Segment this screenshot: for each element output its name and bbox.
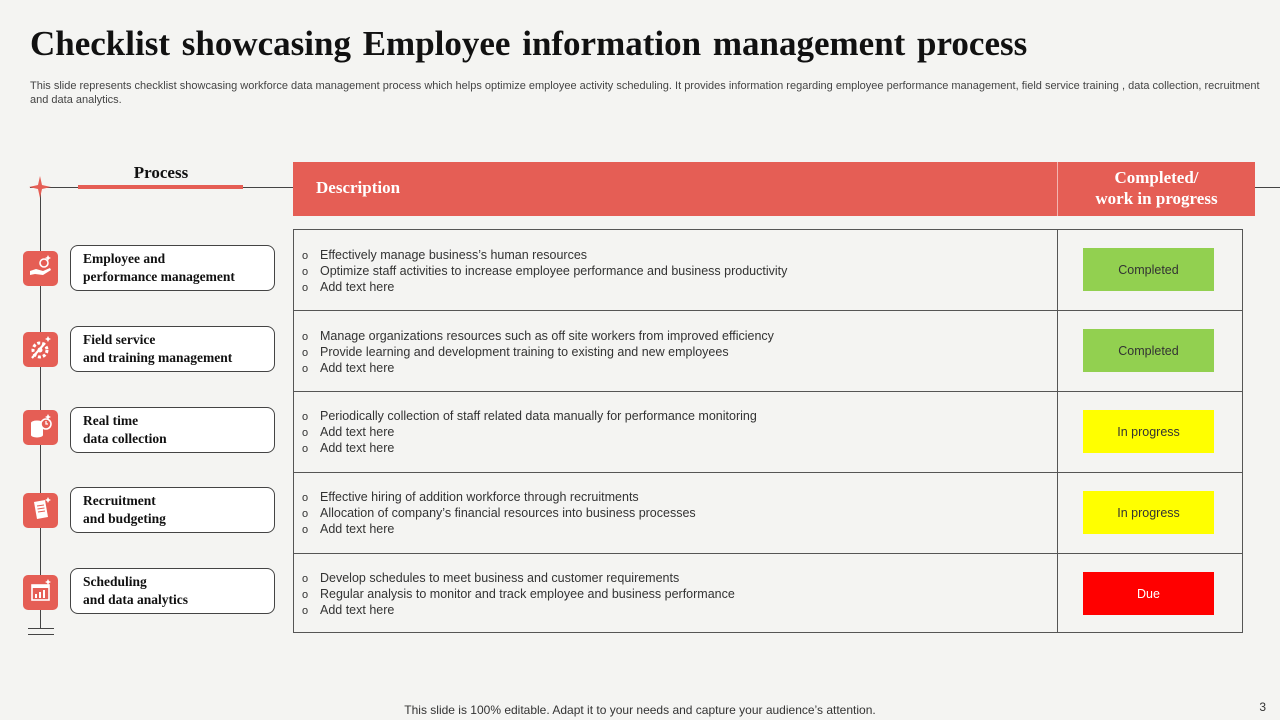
status-badge: Completed [1083,248,1214,291]
sparkle-icon [29,176,51,198]
process-step-label: Real time data collection [83,413,167,446]
table-row [294,473,1242,554]
timeline-base-line [28,628,54,629]
list-item: o Regular analysis to monitor and track employee and business performance [302,587,735,601]
list-item: o Develop schedules to meet business and customer requirements [302,571,680,585]
document-hand-icon [23,493,58,528]
table-header-bar [293,162,1255,216]
process-step-recruitment [70,487,275,533]
process-step-label: Field service and training management [83,332,233,365]
description-list [302,570,735,618]
list-item: o Effectively manage business’s human resources [302,248,588,262]
list-item: o Add text here [302,425,395,439]
hand-money-icon [23,251,58,286]
list-item: o Add text here [302,280,395,294]
process-step-label: Scheduling and data analytics [83,574,189,607]
calendar-chart-icon [23,575,58,610]
table-row [294,554,1242,635]
header-right-line [1255,187,1280,188]
page-number: 3 [1259,700,1266,714]
list-item: o Manage organizations resources such as off site workers from improved efficiency [302,329,774,343]
description-column-header: Description [316,178,401,197]
process-step-label: Recruitment and budgeting [83,493,166,526]
gear-wrench-icon [23,332,58,367]
table-row [294,311,1242,392]
process-step-scheduling [70,568,275,614]
process-step-data-collection [70,407,275,453]
list-item: o Add text here [302,522,395,536]
checklist-table [293,229,1243,633]
slide-description: This slide represents checklist showcasing workforce data management process which helps optimize employee activity scheduling. It provides information regarding employee performance management, field service training , data collection, recruitment and data analytics. [30,80,1260,106]
process-header: Process [133,163,189,182]
list-item: o Periodically collection of staff related data manually for performance monitoring [302,409,757,423]
table-row [294,392,1242,473]
list-item: o Effective hiring of addition workforce through recruitments [302,490,639,504]
list-item: o Provide learning and development training to existing and new employees [302,345,729,359]
status-badge: Due [1083,572,1214,615]
description-list [302,408,757,456]
description-list [302,247,787,295]
description-list [302,489,696,537]
list-item: o Optimize staff activities to increase employee performance and business productivity [302,264,788,278]
process-step-field-service [70,326,275,372]
list-item: o Add text here [302,603,395,617]
status-badge: In progress [1083,491,1214,534]
list-item: o Allocation of company’s financial resources into business processes [302,506,696,520]
status-badge: In progress [1083,410,1214,453]
status-column-header: Completed/ work in progress [1095,168,1218,208]
process-step-label: Employee and performance management [83,251,235,284]
process-step-employee-performance [70,245,275,291]
list-item: o Add text here [302,441,395,455]
database-clock-icon [23,410,58,445]
slide-title: Checklist showcasing Employee information management process [30,24,1028,63]
status-badge: Completed [1083,329,1214,372]
process-underline [78,185,243,189]
timeline-base-line [28,634,54,635]
list-item: o Add text here [302,361,395,375]
footer-note: This slide is 100% editable. Adapt it to your needs and capture your audience’s attention. [404,703,876,717]
table-row [294,230,1242,311]
description-list [302,328,774,376]
